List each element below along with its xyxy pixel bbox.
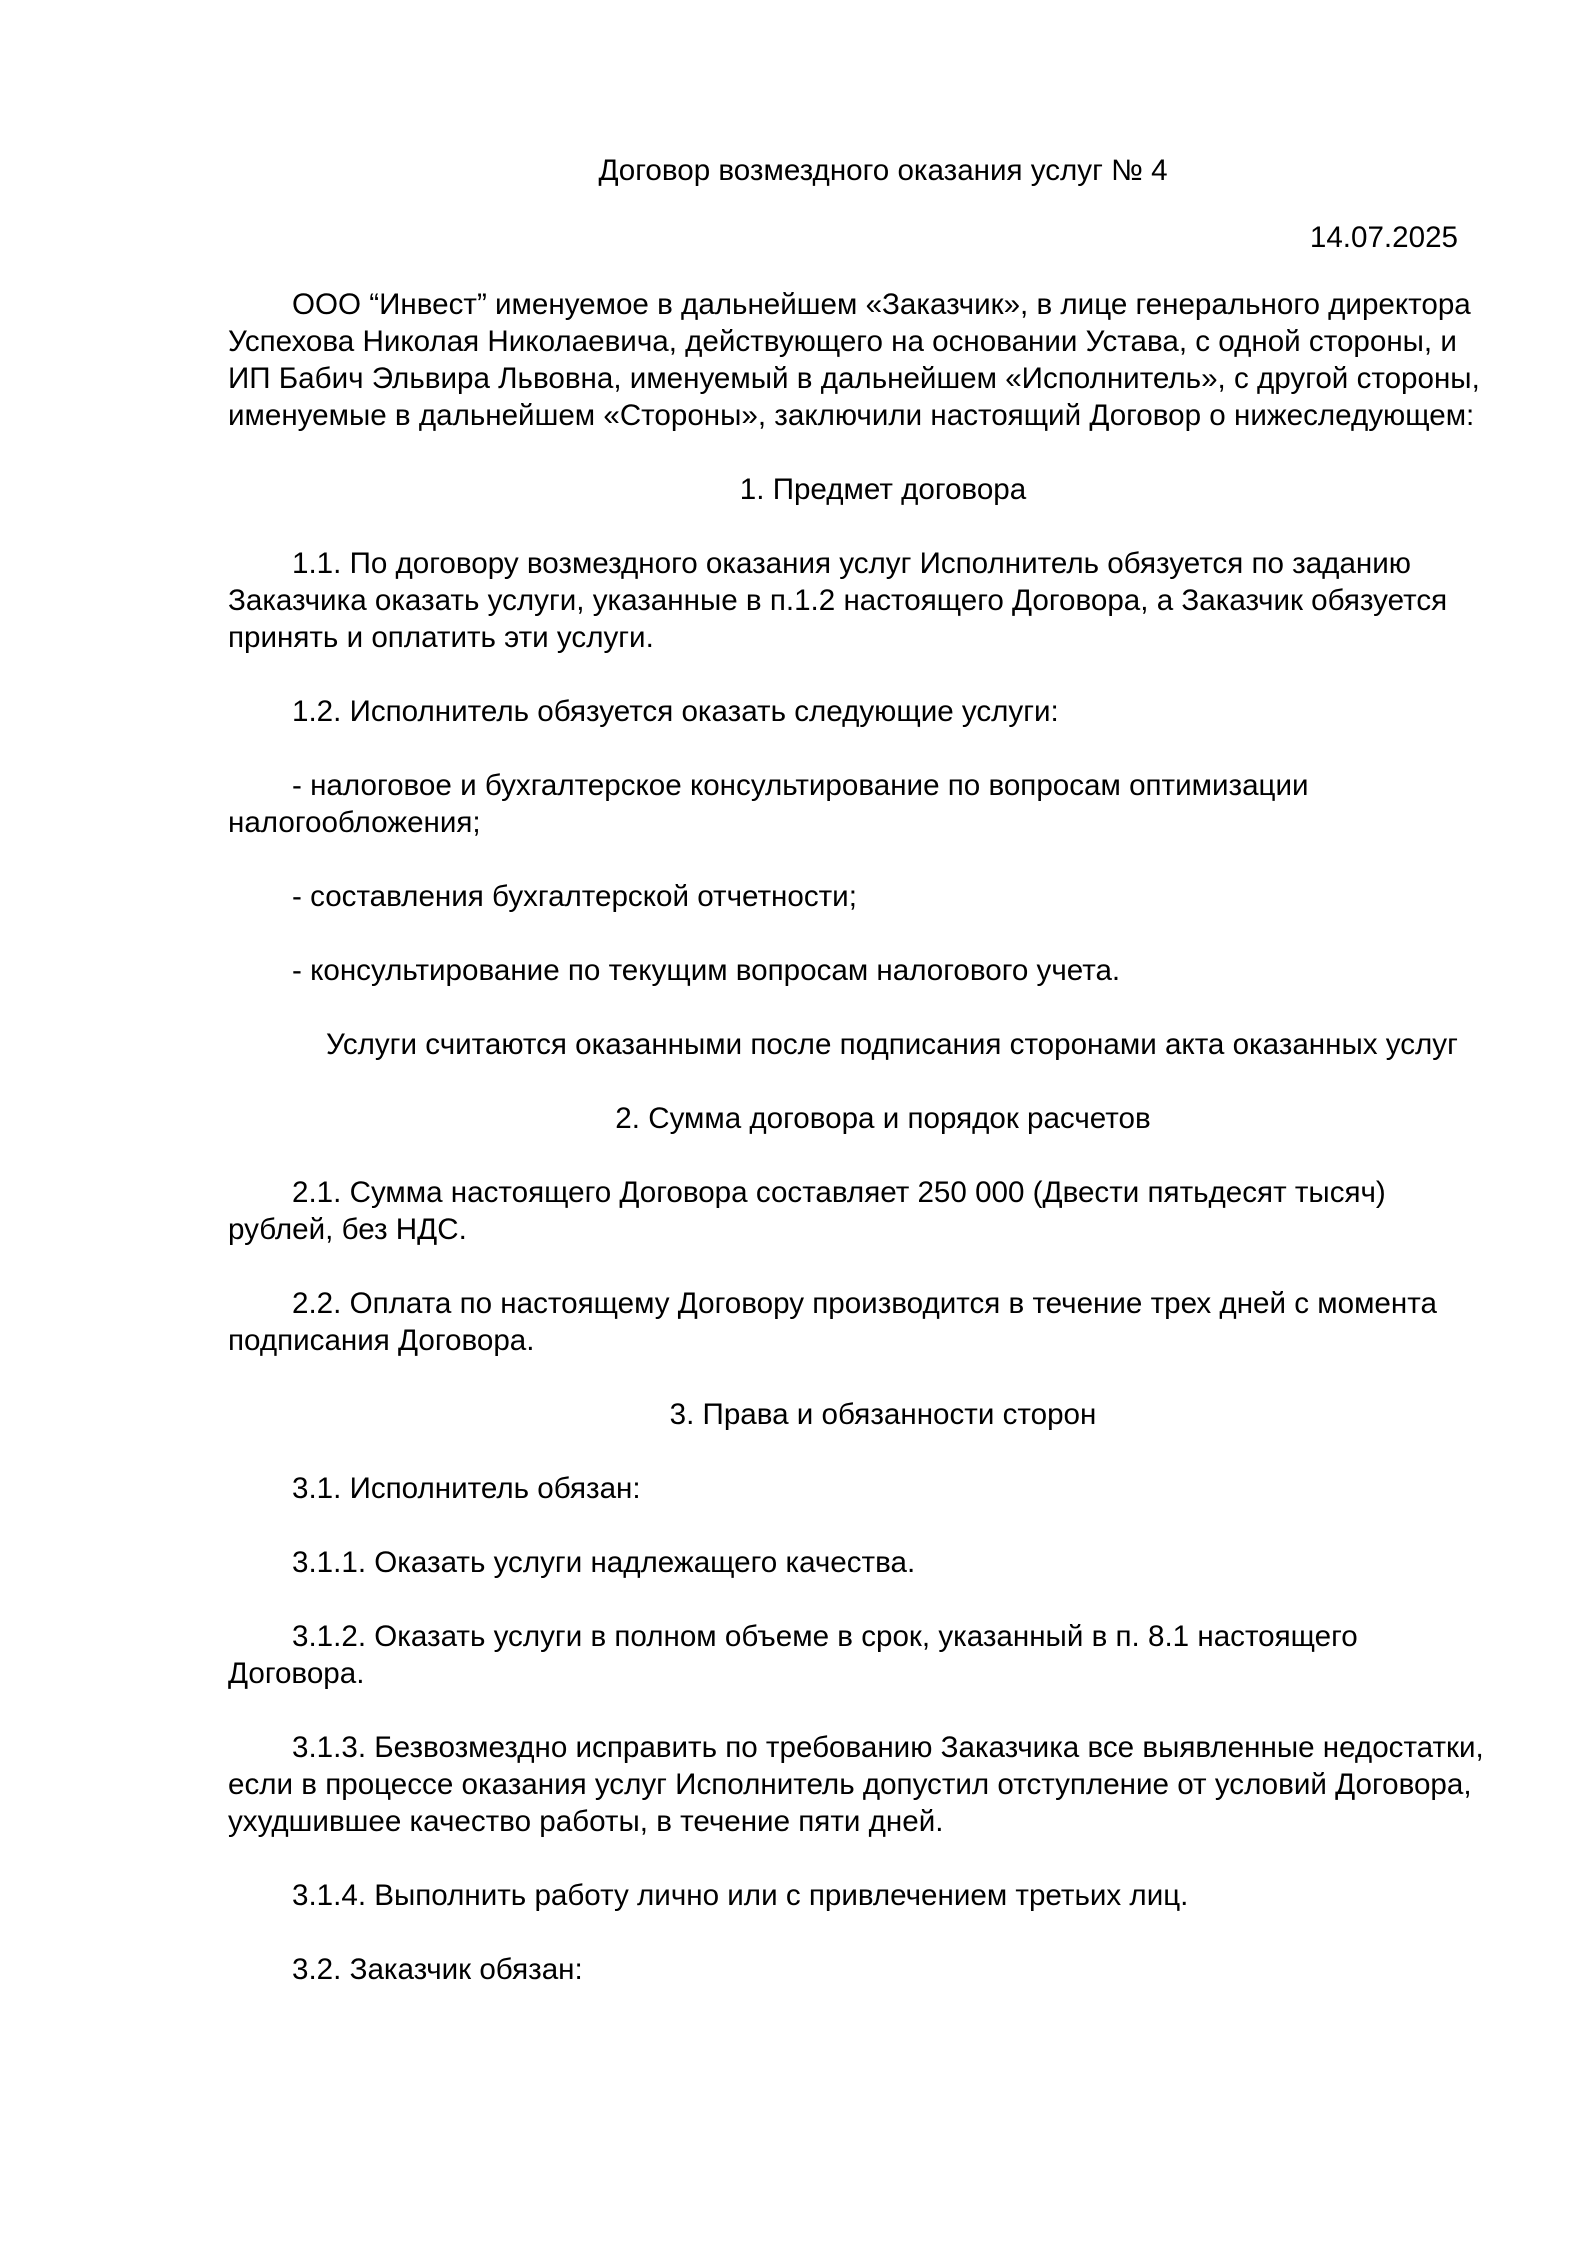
document-date: 14.07.2025: [1309, 221, 1458, 254]
section-2-heading: 2. Сумма договора и порядок расчетов: [615, 1102, 1151, 1135]
service-item-1: - налоговое и бухгалтерское консультирование по вопросам оптимизации налогообложения;: [228, 769, 1309, 839]
clause-3-2: 3.2. Заказчик обязан:: [292, 1953, 583, 1986]
section-1-heading: 1. Предмет договора: [739, 473, 1027, 506]
clause-3-1: 3.1. Исполнитель обязан:: [292, 1472, 641, 1505]
clause-3-1-2: 3.1.2. Оказать услуги в полном объеме в срок, указанный в п. 8.1 настоящего Договора.: [228, 1620, 1358, 1690]
service-item-2: - составления бухгалтерской отчетности;: [292, 880, 857, 913]
clause-2-1: 2.1. Сумма настоящего Договора составляет 250 000 (Двести пятьдесят тысяч) рублей, без НДС.: [228, 1176, 1386, 1246]
clause-3-1-1: 3.1.1. Оказать услуги надлежащего качества.: [292, 1546, 916, 1579]
document-title: Договор возмездного оказания услуг № 4: [598, 154, 1168, 187]
clause-1-2: 1.2. Исполнитель обязуется оказать следующие услуги:: [292, 695, 1059, 728]
document-body: [228, 152, 1498, 1988]
clause-3-1-3: 3.1.3. Безвозмездно исправить по требованию Заказчика все выявленные недостатки, если в процессе оказания услуг Исполнитель допустил отступление от условий Договора, ухудшившее качество работы, в течение пяти дней.: [228, 1731, 1484, 1838]
section-3-heading: 3. Права и обязанности сторон: [669, 1398, 1097, 1431]
services-completion-note: Услуги считаются оказанными после подписания сторонами акта оказанных услуг: [326, 1028, 1458, 1061]
clause-1-1: 1.1. По договору возмездного оказания услуг Исполнитель обязуется по заданию Заказчика оказать услуги, указанные в п.1.2 настоящего Договора, а Заказчик обязуется принять и оплатить эти услуги.: [228, 547, 1448, 654]
clause-2-2: 2.2. Оплата по настоящему Договору производится в течение трех дней с момента подписания Договора.: [228, 1287, 1437, 1357]
service-item-3: - консультирование по текущим вопросам налогового учета.: [292, 954, 1121, 987]
clause-3-1-4: 3.1.4. Выполнить работу лично или с привлечением третьих лиц.: [292, 1879, 1189, 1912]
preamble-paragraph: ООО “Инвест” именуемое в дальнейшем «Заказчик», в лице генерального директора Успехова Николая Николаевича, действующего на основании Устава, с одной стороны, и ИП Бабич Эльвира Львовна, именуемый в дальнейшем «Исполнитель», с другой стороны, именуемые в дальнейшем «Стороны», заключили настоящий Договор о нижеследующем:: [228, 288, 1480, 432]
